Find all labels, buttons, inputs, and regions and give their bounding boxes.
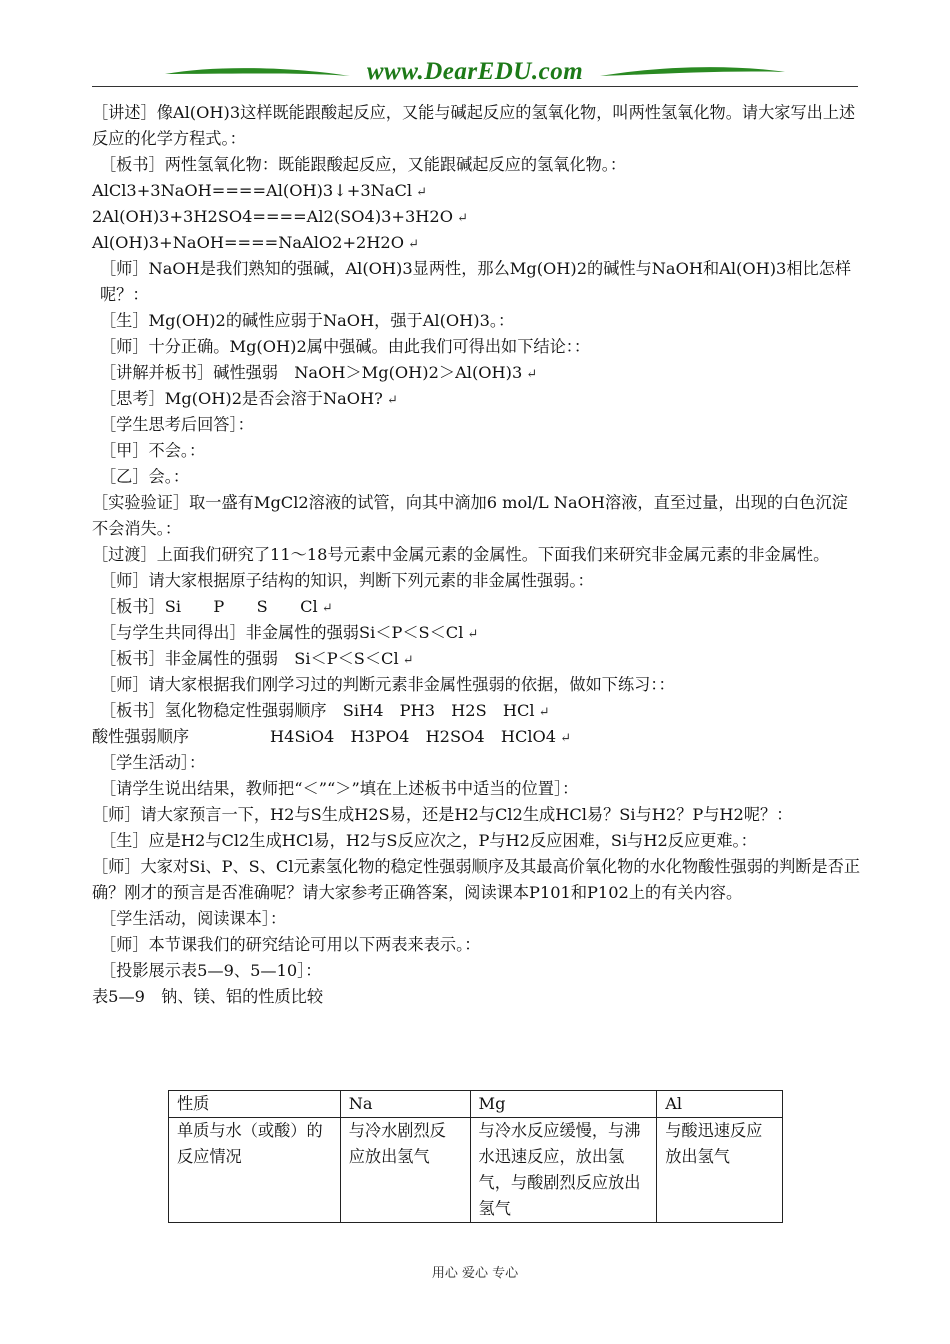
line-break-marker-icon: ↵	[382, 393, 398, 408]
text-line-content: ［实验验证］取一盛有MgCl2溶液的试管，向其中滴加6 mol/L NaOH溶液，直至过量，出现的白色沉淀不会消失。：	[92, 493, 848, 538]
text-line-content: ［乙］会。：	[100, 467, 190, 486]
text-line-content: ［学生活动，阅读课本］：	[100, 909, 287, 928]
line-break-marker-icon: ↵	[463, 627, 479, 642]
text-line	[92, 984, 862, 1010]
text-line-content: ［学生活动］：	[100, 753, 206, 772]
text-line-content: ［板书］氢化物稳定性强弱顺序 SiH4 PH3 H2S HCl	[100, 701, 535, 720]
text-line-content: ［板书］两性氢氧化物：既能跟酸起反应，又能跟碱起反应的氢氧化物。：	[100, 155, 627, 174]
text-line-content: 2Al(OH)3+3H2SO4====Al2(SO4)3+3H2O	[92, 207, 453, 226]
text-line-content: ［讲解并板书］碱性强弱 NaOH＞Mg(OH)2＞Al(OH)3	[100, 363, 523, 382]
text-line-content: ［请学生说出结果，教师把“＜”“＞”填在上述板书中适当的位置］：	[100, 779, 579, 798]
text-line	[92, 568, 862, 594]
text-line	[92, 438, 862, 464]
text-line-content: ［投影展示表5—9、5—10］：	[100, 961, 322, 980]
text-line	[92, 776, 862, 802]
table-header-cell: Mg	[470, 1091, 657, 1118]
text-line-content: Al(OH)3+NaOH====NaAlO2+2H2O	[92, 233, 405, 252]
text-line	[92, 308, 862, 334]
text-line-content: 酸性强弱顺序 H4SiO4 H3PO4 H2SO4 HClO4	[92, 727, 557, 746]
text-line	[92, 594, 862, 620]
text-line	[92, 542, 862, 568]
text-line-content: ［讲述］像Al(OH)3这样既能跟酸起反应，又能与碱起反应的氢氧化物，叫两性氢氧化物。请大家写出上述反应的化学方程式。：	[92, 103, 856, 148]
text-line-content: ［与学生共同得出］非金属性的强弱Si＜P＜S＜Cl	[100, 623, 464, 642]
text-line-content: ［板书］Si P S Cl	[100, 597, 318, 616]
text-line	[92, 750, 862, 776]
text-line	[92, 672, 862, 698]
table-cell: 与冷水反应缓慢，与沸水迅速反应，放出氢气，与酸剧烈反应放出氢气	[470, 1118, 657, 1223]
text-line	[92, 854, 862, 906]
line-break-marker-icon: ↵	[452, 211, 469, 226]
page-footer: 用心 爱心 专心	[431, 1266, 519, 1281]
table-header-cell: 性质	[169, 1091, 341, 1118]
text-line-content: ［过渡］上面我们研究了11～18号元素中金属元素的金属性。下面我们来研究非金属元素的非金属性。	[92, 545, 830, 564]
table-header-cell: Al	[657, 1091, 783, 1118]
text-line	[92, 490, 862, 542]
text-line	[92, 464, 862, 490]
text-line	[92, 256, 862, 308]
table-cell: 与酸迅速反应放出氢气	[657, 1118, 783, 1223]
text-line	[92, 386, 862, 412]
site-logo[interactable]: www.DearEDU.com	[366, 58, 584, 85]
text-line-content: ［师］NaOH是我们熟知的强碱，Al(OH)3显两性，那么Mg(OH)2的碱性与NaOH和Al(OH)3相比怎样呢？：	[100, 259, 852, 304]
table-header-row	[169, 1091, 783, 1118]
line-break-marker-icon: ↵	[398, 653, 414, 668]
header-divider	[92, 86, 858, 87]
text-line-content: ［师］请大家根据原子结构的知识，判断下列元素的非金属性强弱。：	[100, 571, 594, 590]
text-line-content: ［学生思考后回答］：	[100, 415, 254, 434]
document-body	[92, 100, 862, 1010]
text-line-content: ［师］本节课我们的研究结论可用以下两表来表示。：	[100, 935, 481, 954]
text-line	[92, 230, 862, 256]
text-line	[92, 152, 862, 178]
text-line	[92, 724, 862, 750]
text-line-content: ［生］Mg(OH)2的碱性应弱于NaOH，强于Al(OH)3。：	[100, 311, 515, 330]
line-break-marker-icon: ↵	[534, 705, 550, 720]
table-cell: 单质与水（或酸）的反应情况	[169, 1118, 341, 1223]
text-line	[92, 906, 862, 932]
text-line-content: ［生］应是H2与Cl2生成HCl易，H2与S反应次之，P与H2反应困难，Si与H2反应更难。：	[100, 831, 757, 850]
text-line	[92, 334, 862, 360]
text-line-content: ［师］十分正确。Mg(OH)2属中强碱。由此我们可得出如下结论：：	[100, 337, 591, 356]
text-line-content: ［师］请大家根据我们刚学习过的判断元素非金属性强弱的依据，做如下练习：：	[100, 675, 675, 694]
text-line	[92, 204, 862, 230]
text-line	[92, 646, 862, 672]
text-line-content: AlCl3+3NaOH====Al(OH)3↓+3NaCl	[92, 181, 413, 200]
text-line	[92, 100, 862, 152]
page-header	[0, 0, 950, 100]
text-line-content: ［师］大家对Si、P、S、Cl元素氢化物的稳定性强弱顺序及其最高价氧化物的水化物酸性强弱的判断是否正确？刚才的预言是否准确呢？请大家参考正确答案，阅读课本P101和P102上的有关内容。	[92, 857, 861, 902]
line-break-marker-icon: ↵	[412, 185, 428, 200]
property-comparison-table	[168, 1090, 783, 1223]
line-break-marker-icon: ↵	[317, 601, 333, 616]
text-line-content: ［甲］不会。：	[100, 441, 206, 460]
table-cell: 与冷水剧烈反应放出氢气	[340, 1118, 470, 1223]
text-line-content: ［板书］非金属性的强弱 Si＜P＜S＜Cl	[100, 649, 399, 668]
text-line	[92, 932, 862, 958]
table-row	[169, 1118, 783, 1223]
table-header-cell: Na	[340, 1091, 470, 1118]
text-line-content: ［师］请大家预言一下，H2与S生成H2S易，还是H2与Cl2生成HCl易？Si与H2？P与H2呢？：	[92, 805, 793, 824]
text-line	[92, 178, 862, 204]
text-line	[92, 698, 862, 724]
text-line	[92, 958, 862, 984]
text-line-content: ［思考］Mg(OH)2是否会溶于NaOH?	[100, 389, 383, 408]
line-break-marker-icon: ↵	[404, 237, 420, 252]
text-line	[92, 802, 862, 828]
text-line-content: 表5—9 钠、镁、铝的性质比较	[92, 987, 324, 1006]
line-break-marker-icon: ↵	[522, 367, 538, 382]
text-line	[92, 360, 862, 386]
text-line	[92, 828, 862, 854]
text-line	[92, 412, 862, 438]
text-line	[92, 620, 862, 646]
line-break-marker-icon: ↵	[556, 731, 572, 746]
